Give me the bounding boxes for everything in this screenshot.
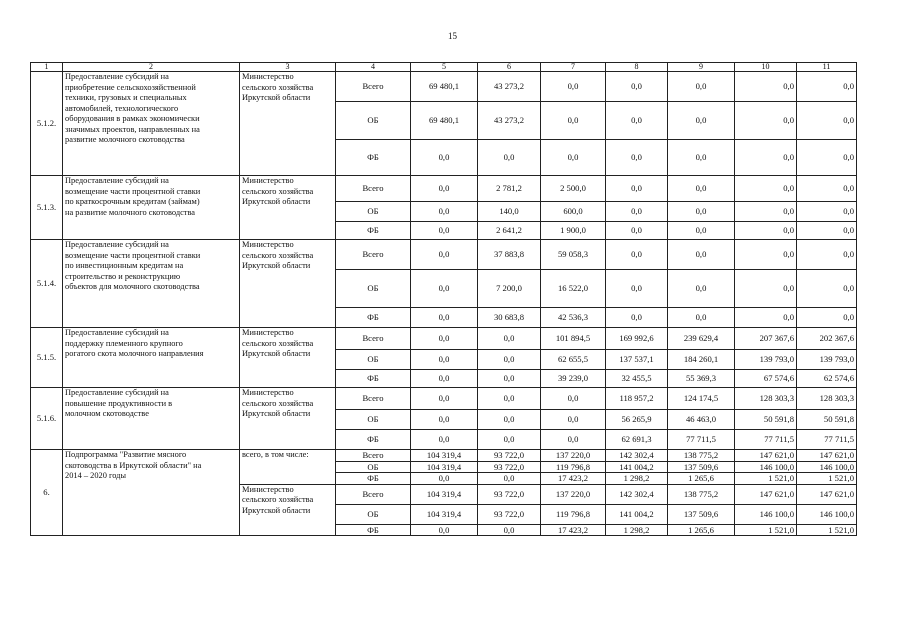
row-description: Предоставление субсидий на повышение продуктивности в молочном скотоводстве (63, 388, 240, 450)
column-header: 5 (411, 63, 478, 72)
value-cell: 146 100,0 (735, 461, 797, 473)
table-row (31, 176, 857, 202)
table-row (31, 450, 857, 462)
value-cell: 124 174,5 (668, 388, 735, 410)
column-header: 10 (735, 63, 797, 72)
value-cell: 1 265,6 (668, 524, 735, 536)
value-cell: 67 574,6 (735, 370, 797, 388)
value-cell: 0,0 (606, 72, 668, 102)
value-cell: 202 367,6 (797, 328, 857, 350)
value-cell: 137 537,1 (606, 350, 668, 370)
value-cell: 147 621,0 (797, 484, 857, 504)
funding-source: ОБ (336, 410, 411, 430)
column-header: 3 (240, 63, 336, 72)
value-cell: 141 004,2 (606, 461, 668, 473)
value-cell: 0,0 (797, 240, 857, 270)
value-cell: 0,0 (668, 222, 735, 240)
funding-source: Всего (336, 450, 411, 462)
value-cell: 138 775,2 (668, 450, 735, 462)
value-cell: 0,0 (606, 222, 668, 240)
value-cell: 0,0 (478, 388, 541, 410)
value-cell: 0,0 (797, 102, 857, 140)
value-cell: 128 303,3 (735, 388, 797, 410)
budget-table (30, 62, 857, 536)
value-cell: 0,0 (411, 430, 478, 450)
value-cell: 0,0 (541, 140, 606, 176)
value-cell: 56 265,9 (606, 410, 668, 430)
value-cell: 0,0 (411, 202, 478, 222)
value-cell: 0,0 (606, 140, 668, 176)
value-cell: 0,0 (606, 176, 668, 202)
responsible-executor: Министерство сельского хозяйства Иркутской области (240, 328, 336, 388)
value-cell: 0,0 (411, 370, 478, 388)
value-cell: 147 621,0 (735, 484, 797, 504)
value-cell: 32 455,5 (606, 370, 668, 388)
value-cell: 104 319,4 (411, 461, 478, 473)
funding-source: ФБ (336, 524, 411, 536)
funding-source: Всего (336, 72, 411, 102)
column-header: 9 (668, 63, 735, 72)
responsible-executor: Министерство сельского хозяйства Иркутской области (240, 72, 336, 176)
column-header: 7 (541, 63, 606, 72)
value-cell: 0,0 (541, 72, 606, 102)
value-cell: 37 883,8 (478, 240, 541, 270)
value-cell: 142 302,4 (606, 484, 668, 504)
funding-source: ФБ (336, 430, 411, 450)
responsible-executor: Министерство сельского хозяйства Иркутской области (240, 240, 336, 328)
funding-source: Всего (336, 388, 411, 410)
value-cell: 50 591,8 (797, 410, 857, 430)
value-cell: 1 521,0 (735, 473, 797, 485)
value-cell: 1 521,0 (797, 524, 857, 536)
value-cell: 0,0 (541, 388, 606, 410)
column-header: 8 (606, 63, 668, 72)
value-cell: 0,0 (411, 524, 478, 536)
value-cell: 104 319,4 (411, 484, 478, 504)
value-cell: 46 463,0 (668, 410, 735, 430)
value-cell: 43 273,2 (478, 102, 541, 140)
funding-source: ОБ (336, 350, 411, 370)
value-cell: 0,0 (797, 140, 857, 176)
value-cell: 0,0 (797, 270, 857, 308)
value-cell: 0,0 (797, 202, 857, 222)
value-cell: 0,0 (411, 388, 478, 410)
value-cell: 119 796,8 (541, 461, 606, 473)
row-number: 6. (31, 450, 63, 536)
value-cell: 0,0 (478, 350, 541, 370)
value-cell: 118 957,2 (606, 388, 668, 410)
row-number: 5.1.5. (31, 328, 63, 388)
value-cell: 69 480,1 (411, 102, 478, 140)
value-cell: 0,0 (735, 202, 797, 222)
value-cell: 0,0 (668, 72, 735, 102)
value-cell: 141 004,2 (606, 504, 668, 524)
funding-source: Всего (336, 484, 411, 504)
value-cell: 0,0 (735, 176, 797, 202)
value-cell: 0,0 (541, 410, 606, 430)
value-cell: 207 367,6 (735, 328, 797, 350)
value-cell: 1 265,6 (668, 473, 735, 485)
column-header-row (31, 63, 857, 72)
value-cell: 0,0 (797, 308, 857, 328)
value-cell: 0,0 (606, 240, 668, 270)
value-cell: 1 298,2 (606, 524, 668, 536)
row-number: 5.1.2. (31, 72, 63, 176)
table-row (31, 388, 857, 410)
value-cell: 0,0 (541, 102, 606, 140)
value-cell: 50 591,8 (735, 410, 797, 430)
value-cell: 0,0 (735, 102, 797, 140)
funding-source: ОБ (336, 461, 411, 473)
value-cell: 104 319,4 (411, 504, 478, 524)
funding-source: ОБ (336, 202, 411, 222)
value-cell: 0,0 (668, 240, 735, 270)
value-cell: 2 500,0 (541, 176, 606, 202)
value-cell: 146 100,0 (797, 461, 857, 473)
value-cell: 55 369,3 (668, 370, 735, 388)
value-cell: 93 722,0 (478, 504, 541, 524)
funding-source: ФБ (336, 222, 411, 240)
value-cell: 128 303,3 (797, 388, 857, 410)
value-cell: 0,0 (411, 176, 478, 202)
value-cell: 239 629,4 (668, 328, 735, 350)
value-cell: 0,0 (478, 140, 541, 176)
funding-source: ОБ (336, 504, 411, 524)
value-cell: 0,0 (478, 524, 541, 536)
value-cell: 1 521,0 (735, 524, 797, 536)
value-cell: 59 058,3 (541, 240, 606, 270)
value-cell: 0,0 (478, 370, 541, 388)
value-cell: 0,0 (668, 270, 735, 308)
value-cell: 0,0 (411, 410, 478, 430)
funding-source: Всего (336, 176, 411, 202)
value-cell: 0,0 (668, 140, 735, 176)
funding-source: ОБ (336, 270, 411, 308)
value-cell: 0,0 (668, 102, 735, 140)
funding-source: ФБ (336, 140, 411, 176)
value-cell: 69 480,1 (411, 72, 478, 102)
value-cell: 0,0 (797, 72, 857, 102)
value-cell: 1 298,2 (606, 473, 668, 485)
value-cell: 138 775,2 (668, 484, 735, 504)
value-cell: 0,0 (606, 270, 668, 308)
row-number: 5.1.3. (31, 176, 63, 240)
value-cell: 0,0 (606, 202, 668, 222)
value-cell: 77 711,5 (668, 430, 735, 450)
row-description: Предоставление субсидий на приобретение сельскохозяйственной техники, грузовых и специальных автомобилей, технологического оборудования в рамках экономически значимых проектов, направленных на развитие молочного скотоводства (63, 72, 240, 176)
responsible-executor: Министерство сельского хозяйства Иркутской области (240, 484, 336, 536)
table-row (31, 240, 857, 270)
value-cell: 0,0 (797, 222, 857, 240)
value-cell: 0,0 (411, 350, 478, 370)
value-cell: 0,0 (668, 308, 735, 328)
column-header: 4 (336, 63, 411, 72)
value-cell: 16 522,0 (541, 270, 606, 308)
row-description: Предоставление субсидий на поддержку племенного крупного рогатого скота молочного направления (63, 328, 240, 388)
row-description: Предоставление субсидий на возмещение части процентной ставки по инвестиционным кредитам на строительство и реконструкцию объектов для молочного скотоводства (63, 240, 240, 328)
value-cell: 147 621,0 (797, 450, 857, 462)
value-cell: 0,0 (411, 473, 478, 485)
column-header: 2 (63, 63, 240, 72)
value-cell: 139 793,0 (735, 350, 797, 370)
value-cell: 93 722,0 (478, 450, 541, 462)
responsible-executor: Министерство сельского хозяйства Иркутской области (240, 388, 336, 450)
value-cell: 39 239,0 (541, 370, 606, 388)
value-cell: 146 100,0 (797, 504, 857, 524)
value-cell: 0,0 (411, 328, 478, 350)
value-cell: 137 220,0 (541, 450, 606, 462)
row-number: 5.1.4. (31, 240, 63, 328)
value-cell: 140,0 (478, 202, 541, 222)
table-row (31, 328, 857, 350)
value-cell: 62 574,6 (797, 370, 857, 388)
value-cell: 104 319,4 (411, 450, 478, 462)
row-number: 5.1.6. (31, 388, 63, 450)
value-cell: 0,0 (411, 270, 478, 308)
row-description: Подпрограмма "Развитие мясного скотоводства в Иркутской области" на 2014 – 2020 годы (63, 450, 240, 536)
value-cell: 0,0 (735, 140, 797, 176)
value-cell: 137 509,6 (668, 504, 735, 524)
value-cell: 1 900,0 (541, 222, 606, 240)
value-cell: 147 621,0 (735, 450, 797, 462)
value-cell: 0,0 (411, 308, 478, 328)
funding-source: ФБ (336, 308, 411, 328)
funding-source: Всего (336, 240, 411, 270)
total-label: всего, в том числе: (240, 450, 336, 485)
value-cell: 0,0 (478, 410, 541, 430)
value-cell: 0,0 (411, 140, 478, 176)
value-cell: 101 894,5 (541, 328, 606, 350)
value-cell: 119 796,8 (541, 504, 606, 524)
value-cell: 1 521,0 (797, 473, 857, 485)
value-cell: 0,0 (668, 202, 735, 222)
row-description: Предоставление субсидий на возмещение части процентной ставки по краткосрочным кредитам (займам) на развитие молочного скотоводства (63, 176, 240, 240)
column-header: 1 (31, 63, 63, 72)
value-cell: 0,0 (797, 176, 857, 202)
value-cell: 77 711,5 (797, 430, 857, 450)
value-cell: 0,0 (735, 240, 797, 270)
funding-source: ОБ (336, 102, 411, 140)
value-cell: 62 655,5 (541, 350, 606, 370)
value-cell: 0,0 (606, 308, 668, 328)
value-cell: 0,0 (735, 72, 797, 102)
value-cell: 0,0 (478, 328, 541, 350)
value-cell: 0,0 (735, 270, 797, 308)
value-cell: 142 302,4 (606, 450, 668, 462)
page-number: 15 (448, 31, 457, 41)
value-cell: 17 423,2 (541, 473, 606, 485)
value-cell: 137 509,6 (668, 461, 735, 473)
value-cell: 139 793,0 (797, 350, 857, 370)
value-cell: 0,0 (411, 222, 478, 240)
value-cell: 0,0 (541, 430, 606, 450)
value-cell: 169 992,6 (606, 328, 668, 350)
value-cell: 0,0 (735, 308, 797, 328)
value-cell: 0,0 (411, 240, 478, 270)
value-cell: 42 536,3 (541, 308, 606, 328)
column-header: 6 (478, 63, 541, 72)
value-cell: 0,0 (668, 176, 735, 202)
value-cell: 62 691,3 (606, 430, 668, 450)
value-cell: 0,0 (735, 222, 797, 240)
value-cell: 93 722,0 (478, 484, 541, 504)
value-cell: 137 220,0 (541, 484, 606, 504)
value-cell: 93 722,0 (478, 461, 541, 473)
table-row (31, 72, 857, 102)
value-cell: 17 423,2 (541, 524, 606, 536)
column-header: 11 (797, 63, 857, 72)
value-cell: 2 781,2 (478, 176, 541, 202)
value-cell: 0,0 (606, 102, 668, 140)
funding-source: ФБ (336, 370, 411, 388)
value-cell: 7 200,0 (478, 270, 541, 308)
value-cell: 0,0 (478, 473, 541, 485)
funding-source: ФБ (336, 473, 411, 485)
responsible-executor: Министерство сельского хозяйства Иркутской области (240, 176, 336, 240)
value-cell: 146 100,0 (735, 504, 797, 524)
funding-source: Всего (336, 328, 411, 350)
value-cell: 77 711,5 (735, 430, 797, 450)
value-cell: 43 273,2 (478, 72, 541, 102)
value-cell: 2 641,2 (478, 222, 541, 240)
value-cell: 30 683,8 (478, 308, 541, 328)
value-cell: 600,0 (541, 202, 606, 222)
value-cell: 184 260,1 (668, 350, 735, 370)
value-cell: 0,0 (478, 430, 541, 450)
